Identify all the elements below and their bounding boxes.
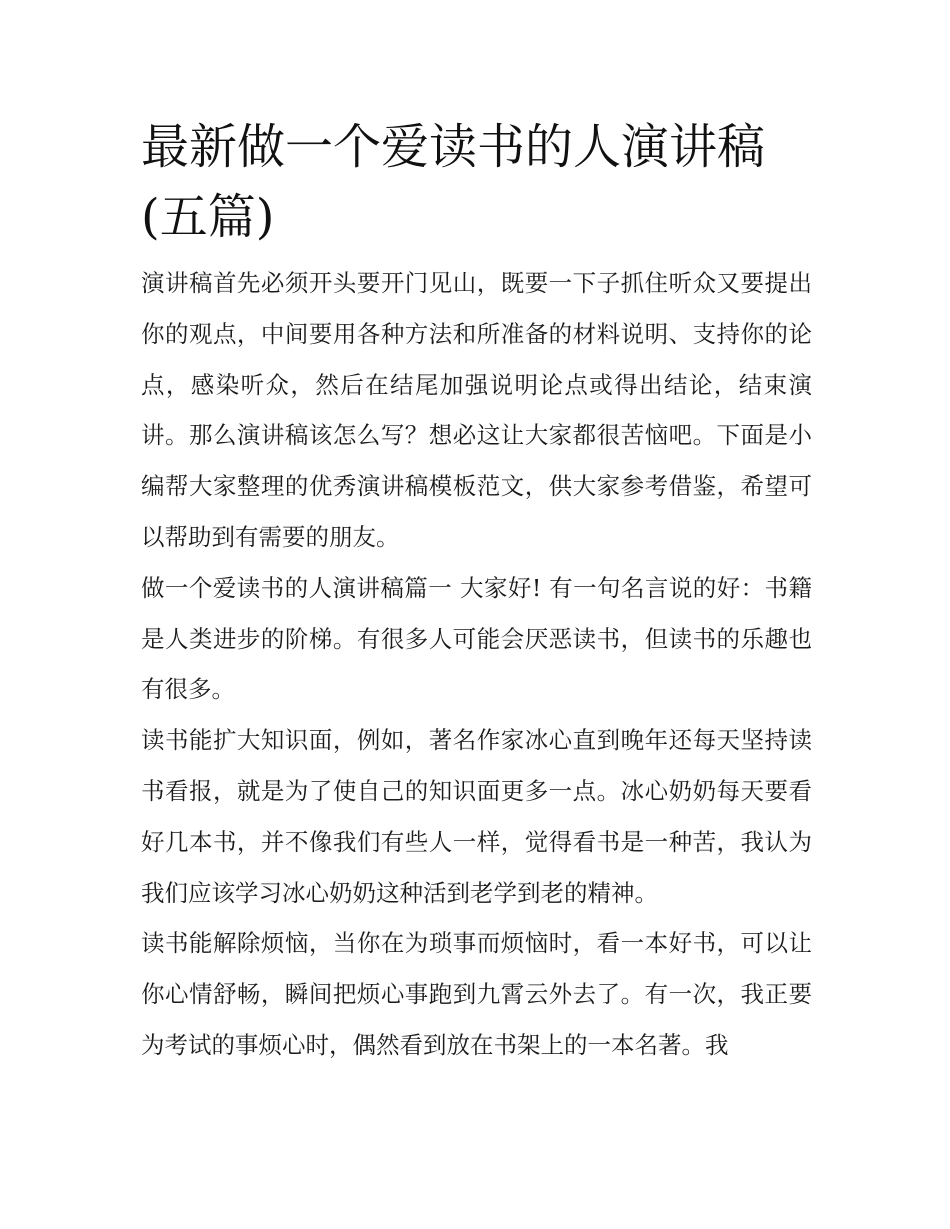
paragraph-speech-one-opening: 做一个爱读书的人演讲稿篇一 大家好! 有一句名言说的好：书籍是人类进步的阶梯。有很多人可能会厌恶读书，但读书的乐趣也有很多。: [141, 573, 812, 704]
document-content: [141, 112, 812, 1071]
document-body: [141, 258, 812, 1071]
document-title: [141, 112, 812, 252]
paragraph-knowledge: 读书能扩大知识面，例如，著名作家冰心直到晚年还每天坚持读书看报，就是为了使自己的知识面更多一点。冰心奶奶每天要看好几本书，并不像我们有些人一样，觉得看书是一种苦，我认为我们应该学习冰心奶奶这种活到老学到老的精神。: [141, 726, 812, 907]
paragraph-intro: 演讲稿首先必须开头要开门见山，既要一下子抓住听众又要提出你的观点，中间要用各种方法和所准备的材料说明、支持你的论点，感染听众，然后在结尾加强说明论点或得出结论，结束演讲。那么演讲稿该怎么写？想必这让大家都很苦恼吧。下面是小编帮大家整理的优秀演讲稿模板范文，供大家参考借鉴，希望可以帮助到有需要的朋友。: [141, 269, 812, 551]
title-line-2: (五篇): [141, 189, 275, 245]
title-line-1: 最新做一个爱读书的人演讲稿: [141, 119, 766, 175]
paragraph-relieve-worries: 读书能解除烦恼，当你在为琐事而烦恼时，看一本好书，可以让你心情舒畅，瞬间把烦心事跑到九霄云外去了。有一次，我正要为考试的事烦心时，偶然看到放在书架上的一本名著。我: [141, 929, 812, 1059]
